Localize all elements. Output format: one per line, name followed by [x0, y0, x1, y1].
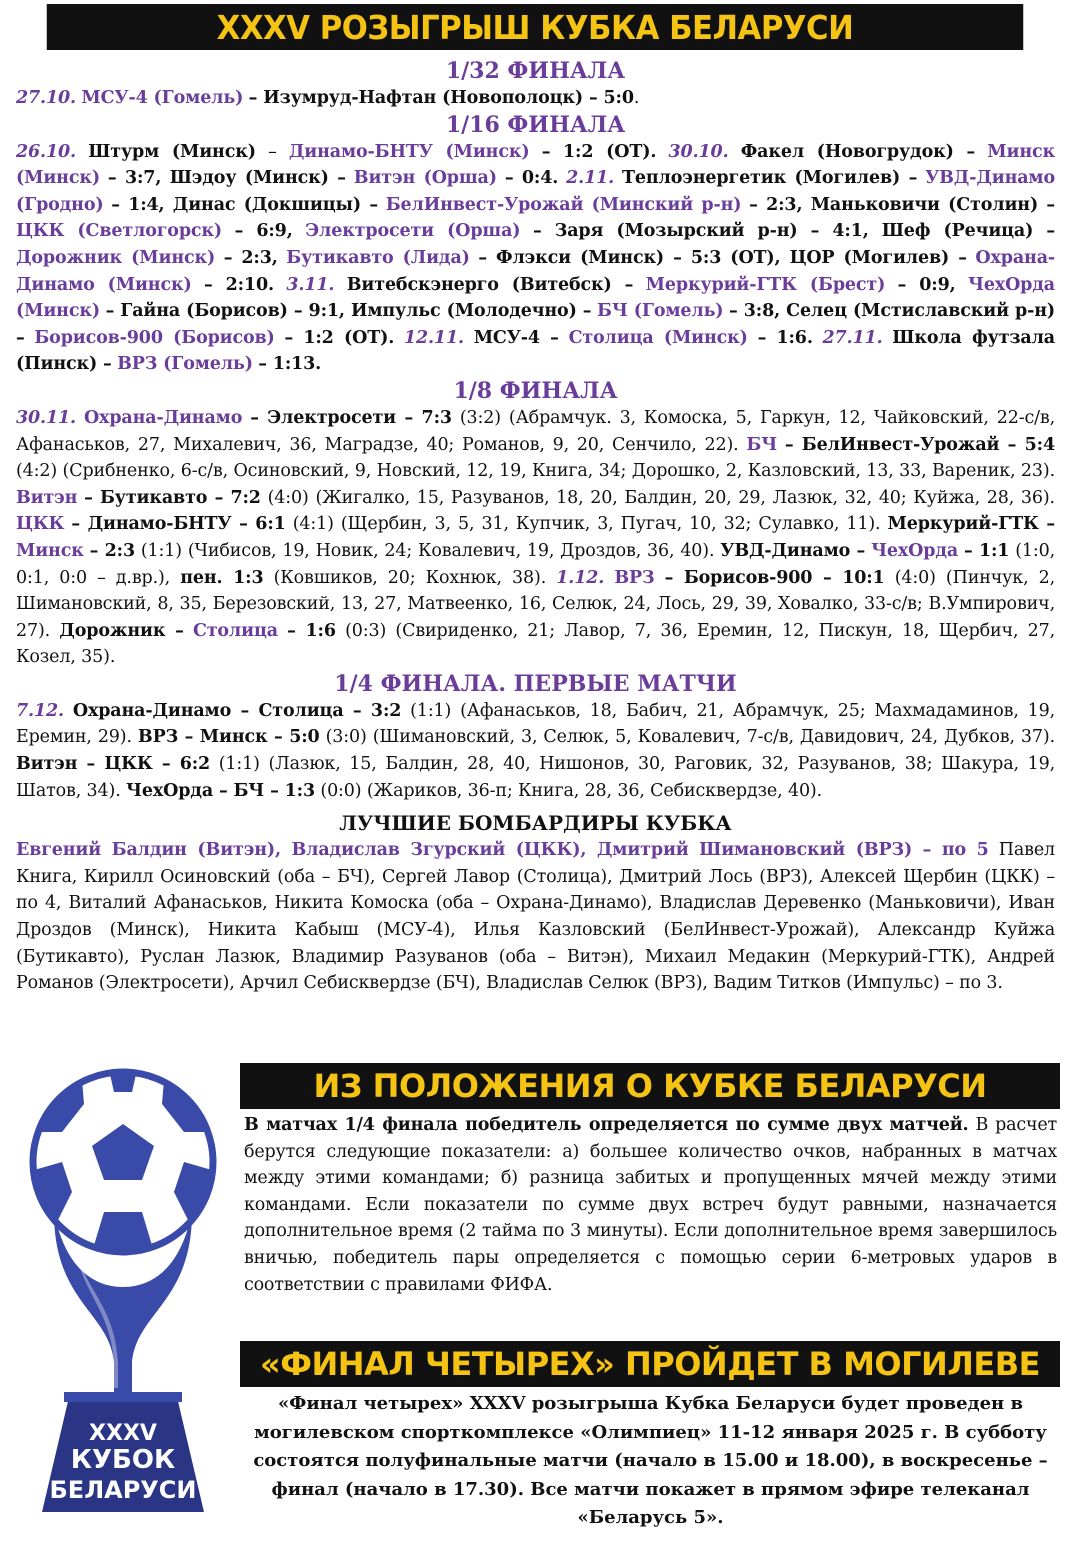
trophy-icon: [14, 1062, 232, 1522]
round-8-results: 30.11. Охрана-Динамо – Электросети – 7:3 (3:2) (Абрамчук. 3, Комоска, 5, Гаркун, 12, Чайковский, 22-с/в, Афанаськов, 27, Михалевич, 36, Маградзе, 40; Романов, 9, 20, Сенчило, 22). БЧ – БелИнвест-Урожай – 5:4 (4:2) (Срибненко, 6-с/в, Осиновский, 9, Новский, 12, 19, Книга, 34; Дорошко, 2, Казловский, 13, 33, Вареник, 23). Витэн – Бутикавто – 7:2 (4:0) (Жигалко, 15, Разуванов, 18, 20, Балдин, 20, 29, Лазюк, 32, 40; Куйжа, 28, 36). ЦКК – Динамо-БНТУ – 6:1 (4:1) (Щербин, 3, 5, 31, Купчик, 3, Пугач, 10, 32; Сулавко, 11). Меркурий-ГТК – Минск – 2:3 (1:1) (Чибисов, 19, Новик, 24; Ковалевич, 19, Дроздов, 36, 40). УВД-Динамо – ЧехОрда – 1:1 (1:0, 0:1, 0:0 – д.вр.), пен. 1:3 (Ковшиков, 20; Кохнюк, 38). 1.12. ВРЗ – Борисов-900 – 10:1 (4:0) (Пинчук, 2, Шимановский, 8, 35, Березовский, 13, 27, Матвеенко, 16, Селюк, 24, Лось, 29, 39, Ховалко, 33-с/в; В.Умпирович, 27). Дорожник – Столица – 1:6 (0:3) (Свириденко, 21; Лавор, 7, 36, Еремин, 12, Пискун, 18, Щербич, 27, Козел, 35).: [16, 407, 1056, 668]
results-column: [16, 58, 1055, 997]
round-8-title: 1/8 ФИНАЛА: [453, 377, 618, 404]
round-4-results: 7.12. Охрана-Динамо – Столица – 3:2 (1:1) (Афанаськов, 18, Бабич, 21, Абрамчук, 25; Махмадаминов, 19, Еремин, 29). ВРЗ – Минск – 5:0 (3:0) (Шимановский, 3, Селюк, 5, Ковалевич, 7-с/в, Давидович, 24, Дубков, 37). Витэн – ЦКК – 6:2 (1:1) (Лазюк, 15, Балдин, 28, 40, Нишонов, 30, Раговик, 32, Разуванов, 38; Шакура, 19, Шатов, 34). ЧехОрда – БЧ – 1:3 (0:0) (Жариков, 36-п; Книга, 28, 36, Себисквердзе, 40).: [16, 700, 1055, 801]
top-scorers-others: Павел Книга, Кирилл Осиновский (оба – БЧ), Сергей Лавор (Столица), Дмитрий Лось (ВРЗ), Алексей Щербин (ЦКК) – по 4, Виталий Афанаськов, Никита Комоска (оба – Охрана-Динамо), Владислав Деревенко (Маньковичи), Иван Дроздов (Минск), Никита Кабыш (МСУ-4), Илья Казловский (БелИнвест-Урожай), Александр Куйжа (Бутикавто), Руслан Лазюк, Владимир Разуванов (оба – Витэн), Михаил Медакин (Меркурий-ГТК), Андрей Романов (Электросети), Арчил Себисквердзе (БЧ), Владислав Селюк (ВРЗ), Вадим Титков (Импульс) – по 3.: [16, 840, 1055, 994]
round-16-results: 26.10. Штурм (Минск) – Динамо-БНТУ (Минск) – 1:2 (ОТ). 30.10. Факел (Новогрудок) – Минск (Минск) – 3:7, Шэдоу (Минск) – Витэн (Орша) – 0:4. 2.11. Теплоэнергетик (Могилев) – УВД-Динамо (Гродно) – 1:4, Динас (Докшицы) – БелИнвест-Урожай (Минский р-н) – 2:3, Маньковичи (Столин) – ЦКК (Светлогорск) – 6:9, Электросети (Орша) – Заря (Мозырский р-н) – 4:1, Шеф (Речица) – Дорожник (Минск) – 2:3, Бутикавто (Лида) – Флэкси (Минск) – 5:3 (ОТ), ЦОР (Могилев) – Охрана-Динамо (Минск) – 2:10. 3.11. Витебскэнерго (Витебск) – Меркурий-ГТК (Брест) – 0:9, ЧехОрда (Минск) – Гайна (Борисов) – 9:1, Импульс (Молодечно) – БЧ (Гомель) – 3:8, Селец (Мстиславский р-н) – Борисов-900 (Борисов) – 1:2 (ОТ). 12.11. МСУ-4 – Столица (Минск) – 1:6. 27.11. Школа футзала (Пинск) – ВРЗ (Гомель) – 1:13.: [16, 141, 1056, 375]
logo-line-3: БЕЛАРУСИ: [49, 1476, 197, 1504]
top-scorers-leaders: Евгений Балдин (Витэн), Владислав Згурский (ЦКК), Дмитрий Шимановский (ВРЗ) – по 5: [16, 840, 989, 861]
cup-logo: [14, 1062, 232, 1522]
round-32-title: 1/32 ФИНАЛА: [445, 58, 626, 84]
regulations-title: ИЗ ПОЛОЖЕНИЯ О КУБКЕ БЕЛАРУСИ: [240, 1063, 1060, 1109]
top-scorers-list: [16, 837, 1055, 997]
round-16-title: 1/16 ФИНАЛА: [445, 111, 626, 138]
round-32-results: 27.10. МСУ-4 (Гомель) – Изумруд-Нафтан (Новополоцк) – 5:0.: [16, 88, 640, 108]
page-title: XXXV РОЗЫГРЫШ КУБКА БЕЛАРУСИ: [47, 4, 1024, 50]
round-4-title: 1/4 ФИНАЛА. ПЕРВЫЕ МАТЧИ: [334, 670, 737, 697]
regulations-text: [244, 1112, 1057, 1298]
top-scorers-title: ЛУЧШИЕ БОМБАРДИРЫ КУБКА: [339, 811, 732, 836]
logo-line-2: КУБОК: [70, 1445, 176, 1475]
regulations-details: В расчет берутся следующие показатели: а) большее количество очков, набранных в матчах между этими командами; б) разница забитых и пропущенных мячей между этими командами. Если показатели по сумме двух встреч будут равными, назначается дополнительное время (2 тайма по 3 минуты). Если дополнительное время завершилось вничью, победитель пары определяется с помощью серии 6-метровых ударов в соответствии с правилами ФИФА.: [244, 1115, 1057, 1295]
regulations-body: [244, 1112, 1057, 1298]
logo-line-1: XXXV: [89, 1421, 157, 1446]
regulations-lead: В матчах 1/4 финала победитель определяется по сумме двух матчей.: [244, 1115, 969, 1135]
final-four-title: «ФИНАЛ ЧЕТЫРЕХ» ПРОЙДЕТ В МОГИЛЕВЕ: [240, 1341, 1060, 1387]
final-four-text: «Финал четырех» XXXV розыгрыша Кубка Беларуси будет проведен в могилевском спорткомплексе «Олимпиец» 11-12 января 2025 г. В субботу состоятся полуфинальные матчи (начало в 15.00 и 18.00), в воскресенье – финал (начало в 17.30). Все матчи покажет в прямом эфире телеканал «Беларусь 5».: [253, 1393, 1048, 1528]
